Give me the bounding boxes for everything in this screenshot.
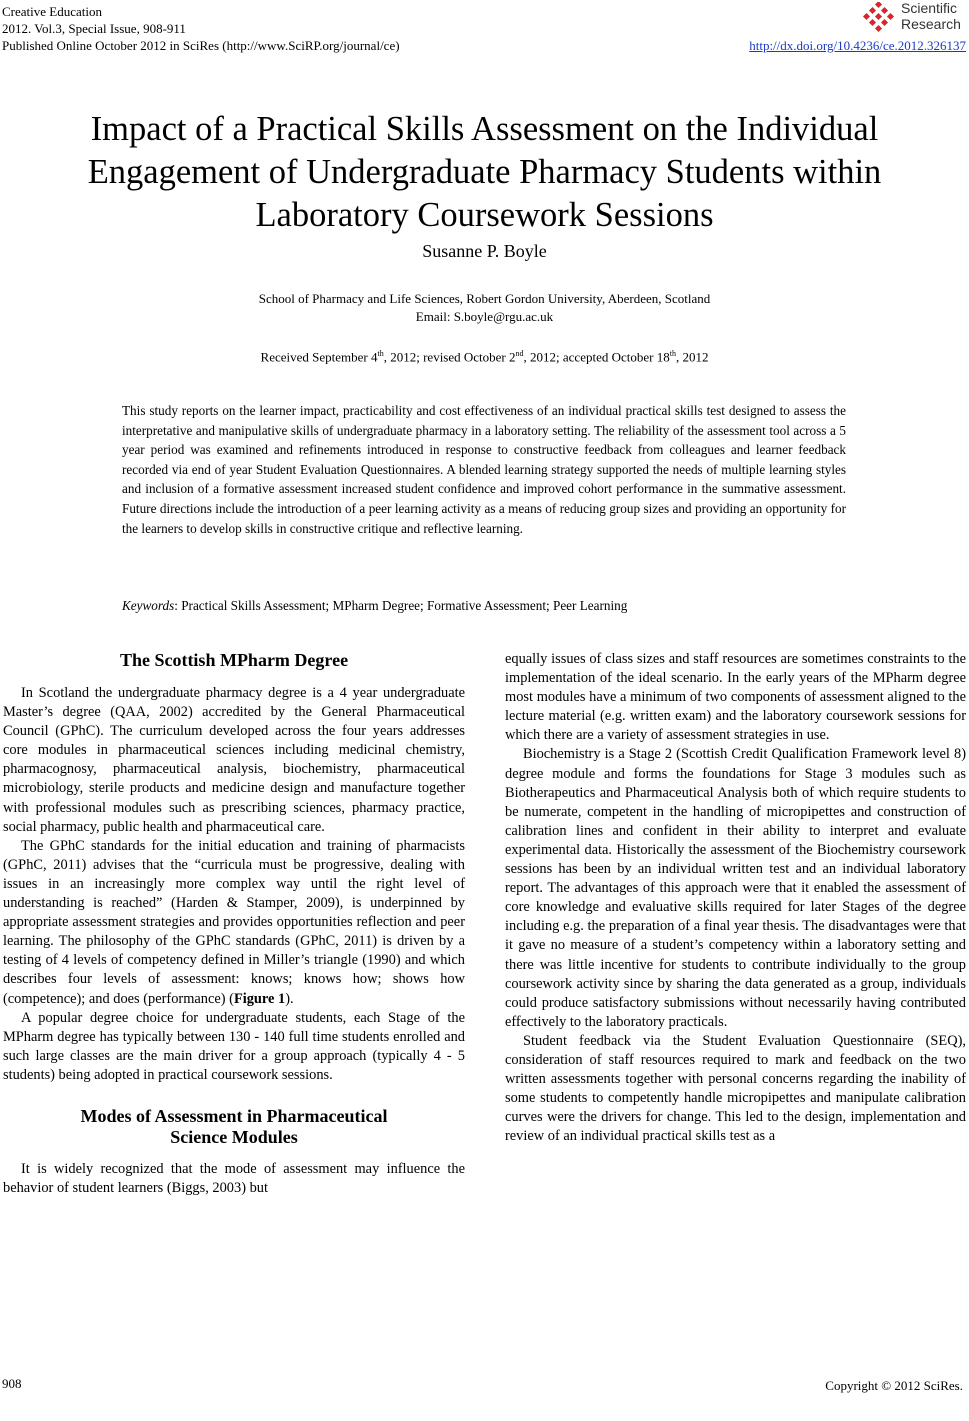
author-email: Email: S.boyle@rgu.ac.uk (415, 309, 554, 324)
logo-line-2: Research (901, 16, 961, 32)
title-line: Laboratory Coursework Sessions (255, 196, 714, 234)
title-line: Impact of a Practical Skills Assessment on the Individual (90, 110, 879, 148)
received-text: Received September 4 (260, 349, 378, 365)
author-name: Susanne P. Boyle (422, 241, 547, 261)
paragraph-text: The GPhC standards for the initial education and training of pharmacists (GPhC, 2011) advises that the “curricula must be progressive, dealing with issues in an increasingly more complex way until the right level of understanding is reached” (Harden & Stamper, 2009), is underpinned by appropriate assessment strategies and provides opportunities reflection and peer learning. The philosophy of the GPhC standards (GPhC, 2011) is driven by a testing of 4 levels of competency defined in Miller’s triangle (1990) and which describes four levels of assessment: knows; knows how; shows how (competence); and does (performance) ( (3, 837, 465, 1007)
heading-line: Science Modules (170, 1126, 298, 1147)
paragraph-text: ). (285, 990, 294, 1007)
publisher-logo (861, 0, 967, 34)
keywords-list: : Practical Skills Assessment; MPharm Degree; Formative Assessment; Peer Learning (174, 598, 628, 613)
ordinal-suffix: th (377, 349, 384, 358)
section-heading (3, 1106, 465, 1148)
paper-title (30, 108, 939, 237)
left-column (3, 650, 465, 1198)
affiliation: School of Pharmacy and Life Sciences, Robert Gordon University, Aberdeen, Scotland (258, 291, 711, 306)
figure-reference: Figure 1 (233, 990, 286, 1007)
year-text: , 2012 (675, 349, 709, 365)
paragraph (3, 837, 465, 1009)
abstract: This study reports on the learner impact, practicability and cost effectiveness of an individual practical skills test designed to assess the interpretative and manipulative skills of undergraduate pharmacy in a laboratory setting. The reliability of the assessment tool across a 5 year period was examined and refinements introduced in response to constructive feedback from colleagues and learner feedback recorded via end of year Student Evaluation Questionnaires. A blended learning strategy supported the needs of multiple learning styles and inclusion of a formative assessment increased student confidence and improved cohort performance in the summative assessment. Future directions include the introduction of a peer learning activity as a means of reducing group sizes and providing an opportunity for the learners to develop skills in constructive critique and reflective learning. (122, 403, 846, 536)
received-dates (0, 346, 969, 365)
accepted-text: , 2012; accepted October 18 (523, 349, 670, 365)
paragraph: It is widely recognized that the mode of assessment may influence the behavior of student learners (Biggs, 2003) but (3, 1160, 465, 1197)
logo-line-1: Scientific (901, 0, 958, 16)
logo-text (901, 0, 961, 32)
keywords (122, 596, 846, 615)
ordinal-suffix: nd (515, 349, 524, 358)
doi-link[interactable]: http://dx.doi.org/10.4236/ce.2012.326137 (749, 38, 966, 53)
diamond-grid-icon (861, 2, 895, 32)
ordinal-suffix: th (669, 349, 676, 358)
heading-line: Modes of Assessment in Pharmaceutical (80, 1105, 388, 1126)
title-line: Engagement of Undergraduate Pharmacy Students within (87, 153, 882, 191)
paragraph: Biochemistry is a Stage 2 (Scottish Credit Qualification Framework level 8) degree module and forms the foundations for Stage 3 modules such as Biotherapeutics and Pharmaceutical Analysis both of which require students to be numerate, competent in the handling of micropipettes and construction of calibration lines and confident in their ability to interpret and evaluate experimental data. Historically the assessment of the Biochemistry coursework sessions has been by an individual written test and an individual laboratory report. The advantages of this approach were that it enabled the assessment of core knowledge and evaluative skills required for later Stages of the degree including e.g. the preparation of a final year thesis. The disadvantages were that it gave no measure of a student’s competency within a laboratory setting and there was little incentive for students to contribute individually to the group coursework activity since by sharing the data generated as a group, individuals could produce satisfactory submissions without necessarily having contributed effectively to the laboratory practicals. (505, 746, 966, 1030)
paragraph: In Scotland the undergraduate pharmacy degree is a 4 year undergraduate Master’s degree (QAA, 2002) accredited by the General Pharmaceutical Council (GPhC). The curriculum developed across the four years addresses core modules in pharmaceutical sciences including medicinal chemistry, pharmacognosy, pharmaceutical analysis, biochemistry, pharmaceutical microbiology, sterile products and medicine design and manufacture together with professional modules such as prescribing sciences, pharmacy practice, social pharmacy, public health and pharmaceutical care. (3, 685, 465, 835)
copyright-notice: Copyright © 2012 SciRes. (825, 1378, 963, 1393)
journal-volume: 2012. Vol.3, Special Issue, 908-911 (2, 21, 186, 36)
keywords-label: Keywords (122, 598, 175, 613)
paragraph: A popular degree choice for undergraduate students, each Stage of the MPharm degree has typically between 130 - 140 full time students enrolled and such large classes are the main driver for a group approach (typically 4 - 5 students) being adopted in practical coursework sessions. (3, 1009, 465, 1083)
revised-text: , 2012; revised October 2 (383, 349, 516, 365)
paragraph: Student feedback via the Student Evaluation Questionnaire (SEQ), consideration of staff resources required to mark and feedback on the two written assessments together with personal concerns regarding the inability of some students to competently handle micropipettes and manipulate calibration curves were the drivers for change. This led to the design, implementation and review of an individual practical skills test as a (505, 1032, 966, 1145)
right-column (505, 650, 966, 1146)
journal-name: Creative Education (2, 4, 102, 19)
page-number: 908 (2, 1376, 22, 1391)
publication-line: Published Online October 2012 in SciRes (http://www.SciRP.org/journal/ce) (2, 38, 400, 53)
paragraph: equally issues of class sizes and staff resources are sometimes constraints to the implementation of the ideal scenario. In the early years of the MPharm degree most modules have a minimum of two components of assessment aligned to the lecture material (e.g. written exam) and the laboratory coursework sessions for which there are a variety of assessment strategies in use. (505, 651, 966, 744)
section-heading: The Scottish MPharm Degree (119, 650, 349, 670)
